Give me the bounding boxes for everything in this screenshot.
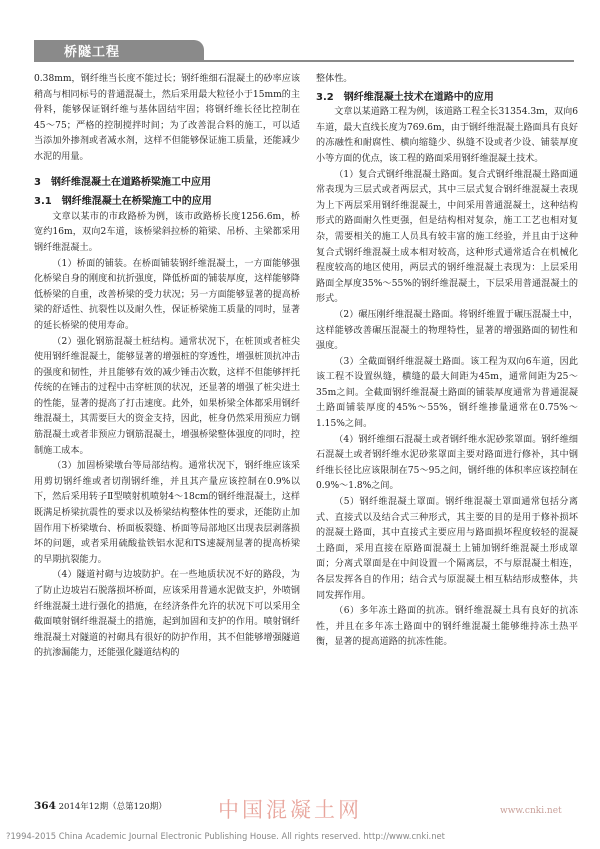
paragraph: （5）钢纤维混凝土罩面。钢纤维混凝土罩面通常包括分离式、直接式以及结合式三种形式，其主要的目的是用于修补损坏的混凝土路面，其中直接式主要应用与路面损坏程度较轻的混凝土路面，采用直接在原路面混凝土上铺加钢纤维混凝土形成罩面；分离式罩面是在中间设置一个隔离层，不与原混凝土相连，各层发挥各自的作用；结合式与原混凝土相互粘结形成整体，共同发挥作用。 — [316, 497, 578, 601]
paragraph: （2）强化钢筋混凝土桩结构。通常状况下，在桩顶或者桩尖使用钢纤维混凝土，能够显著的增强桩的穿透性，增强桩顶抗冲击的强度和韧性，并且能够有效的减少锤击次数，这样不但能够抨托传统的在锤击的过程中击穿桩顶的状况，还显著的增强了桩尖进土的性能，显著的提高了打击速度。此外，如果桥梁全体都采用钢纤维混凝土，其需要巨大的资金支持，因此，桩身仍然采用预应力钢筋混凝土或者非预应力钢筋混凝土，增强桥梁整体强度的同时，控制施工成本。 — [34, 336, 300, 456]
page-number: 364 — [34, 800, 56, 812]
paragraph: 0.38mm，钢纤维当长度不能过长；钢纤维细石混凝土的砂率应该稍高与相同标号的普通混凝土，然后采用最大粒径小于15mm的主骨料，能够保证钢纤维与基体固结牢固；将钢纤维长径比控制在45～75；严格的控制搅拌时间；为了改善混合料的施工，可以适当添加外掺剂或者减水剂，这样不但能够保证施工质量，还能减少水泥的用量。 — [34, 74, 300, 162]
paragraph: 文章以某道路工程为例，该道路工程全长31354.3m，双向6车道，最大直线长度为769.6m，由于钢纤维混凝土路面具有良好的冻融性和耐腐性、横向缩缝少、纵缝不设或者少设、铺装厚度小等方面的优点，该工程的路面采用钢纤维混凝土技术。 — [316, 107, 579, 164]
paragraph: （3）加固桥梁墩台等局部结构。通常状况下，钢纤维应该采用剪切钢纤维或者切削钢纤维，并且其产量应该控制在0.9%以下，然后采用转子Ⅱ型喷射机喷射4～18cm的钢纤维混凝土，这样既满足桥梁抗震性的要求以及桥梁结构整体性的要求，还能防止加固作用下桥梁墩台、桥面板裂缝、桥面等局部地区出现表层剥落损坏的问题，或者采用硫酸盐铁铝水泥和TS速凝剂显著的提高桥梁的早期抗裂能力。 — [34, 461, 300, 565]
right-text-column — [316, 72, 578, 651]
paragraph: （6）多年冻土路面的抗冻。钢纤维混凝土具有良好的抗冻性，并且在多年冻土路面中的钢纤维混凝土能够维持冻土热平衡，显著的提高道路的抗冻性能。 — [316, 606, 578, 648]
header-divider — [34, 60, 574, 62]
subsection-heading: 3.1 钢纤维混凝土在桥梁施工中的应用 — [34, 196, 212, 208]
paragraph: （1）复合式钢纤维混凝土路面。复合式钢纤维混凝土路面通常表现为三层式或者两层式，其中三层式复合钢纤维混凝土表现为上下两层采用钢纤维混凝土，中间采用普通混凝土，这种结构形式的路面耐久性更强，但是结构相对复杂，施工工艺也相对复杂，需要相关的施工人员具有较丰富的施工经验，并且由于这种复合式钢纤维混凝土成本相对较高，这种形式通常适合在机械化程度较高的地区使用，两层式的钢纤维混凝土表现为：上层采用路面全厚度35%～55%的钢纤维混凝土，下层采用普通混凝土的形式。 — [316, 169, 578, 305]
paragraph: （4）隧道衬砌与边坡防护。在一些地质状况不好的路段，为了防止边坡岩石脱落损坏桥面，应该采用普通水泥做支护，外喷钢纤维混凝土进行强化的措施，在经济条件允许的状况下可以采用全截面喷射钢纤维混凝土的措施，起到加固和支护的作用。喷射钢纤维混凝土对隧道的衬砌具有很好的防护作用，其不但能够增强隧道的抗渗漏能力，还能强化隧道结构的 — [34, 570, 300, 659]
paragraph: 文章以某市的市政路桥为例，该市政路桥长度1256.6m，桥宽约16m，双向2车道，该桥梁斜拉桥的箱梁、吊桥、主梁都采用钢纤维混凝土。 — [34, 211, 300, 253]
subsection-heading: 3.2 钢纤维混凝土技术在道路中的应用 — [316, 91, 494, 103]
copyright-notice: ?1994-2015 China Academic Journal Electronic Publishing House. All rights reserved. http://www.cnki.net — [6, 831, 445, 841]
issue-info: 2014年12期（总第120期） — [58, 802, 167, 812]
paragraph: （1）桥面的铺装。在桥面铺装钢纤维混凝土，一方面能够强化桥梁自身的刚度和抗折强度，降低桥面的铺装厚度，这样能够降低桥梁的自重，改善桥梁的受力状况；另一方面能够显著的提高桥梁的舒适性、抗裂性以及耐久性，保证桥梁施工质量的同时，显著的延长桥梁的使用寿命。 — [34, 258, 300, 331]
section-title: 桥隧工程 — [64, 45, 121, 60]
paragraph: 整体性。 — [316, 74, 353, 84]
paragraph: （4）钢纤维细石混凝土或者钢纤维水泥砂浆罩面。钢纤维细石混凝土或者钢纤维水泥砂浆罩面主要对路面进行修补，其中钢纤维长径比应该限制在75～95之间，钢纤维的体积率应该控制在0.9%～1.8%之间。 — [316, 434, 578, 492]
paragraph: （2）碾压刚纤维混凝土路面。将钢纤维置于碾压混凝土中，这样能够改善碾压混凝土的物理特性，显著的增强路面的韧性和强度。 — [316, 309, 578, 352]
paragraph: （3）全截面钢纤维混凝土路面。该工程为双向6车道，因此该工程不设置纵缝，横缝的最大间距为45m，通常间距为25～35m之间。全截面钢纤维混凝土路面的铺装厚度通常为普通混凝土路面铺装厚度的45%～55%，钢纤维掺量通常在0.75%～1.15%之间。 — [316, 356, 578, 430]
watermark-url: www.cnki.net — [500, 806, 562, 816]
section-heading: 3 钢纤维混凝土在道路桥梁施工中应用 — [34, 176, 211, 188]
section-header-tab — [34, 40, 204, 60]
watermark-logo-text: 中国混凝土网 — [218, 798, 362, 822]
left-text-column — [34, 72, 300, 662]
page-footer — [34, 800, 167, 812]
